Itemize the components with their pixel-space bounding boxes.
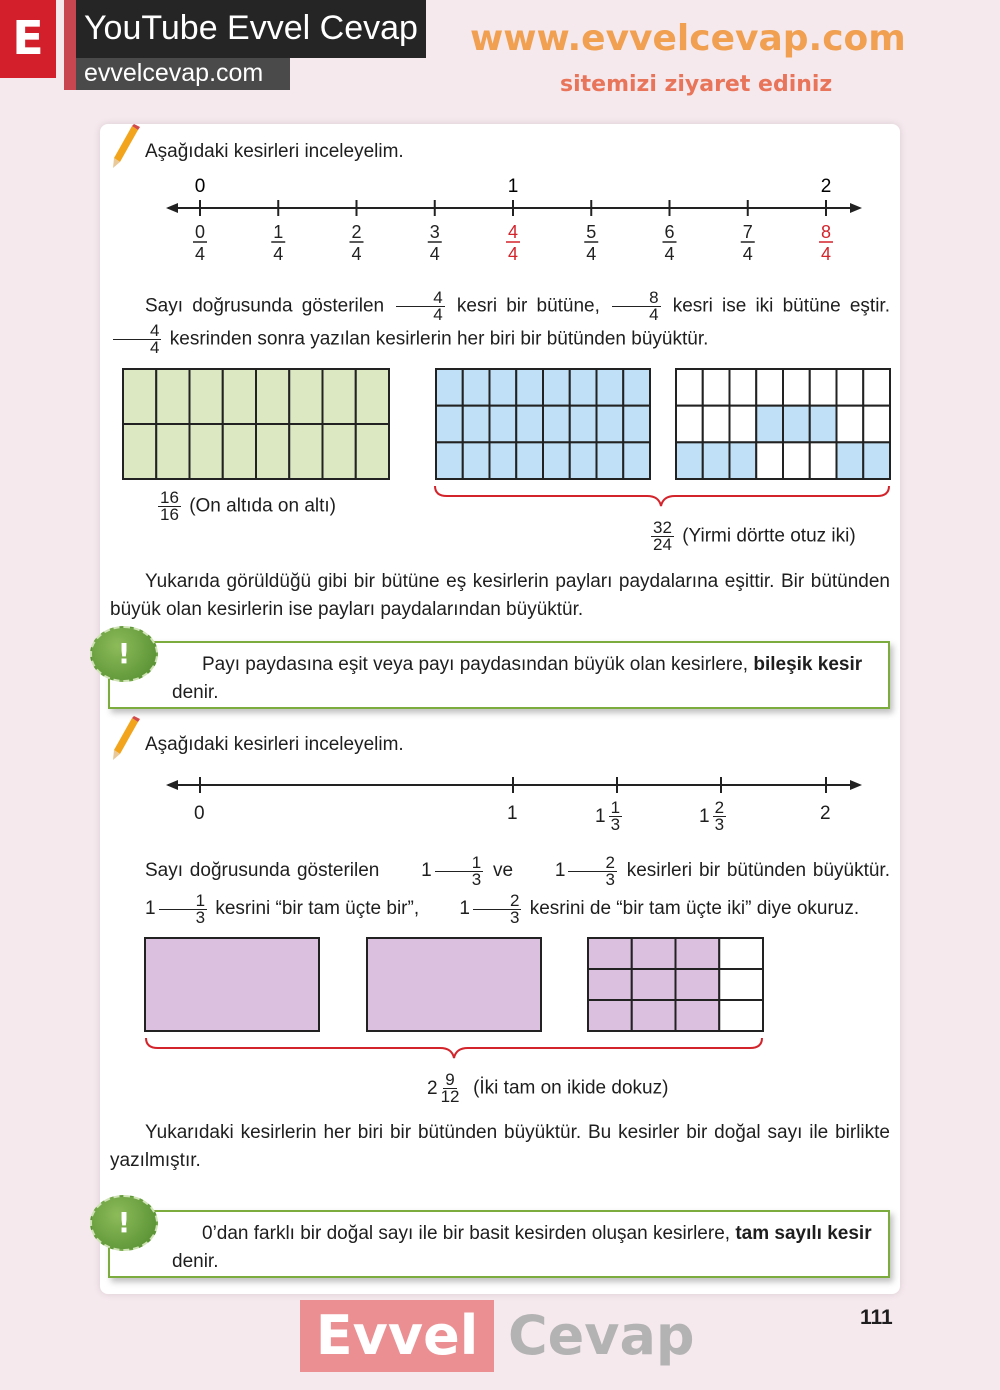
numerator: 32 bbox=[653, 518, 672, 537]
blue-grid-full bbox=[435, 368, 651, 480]
grid-cell bbox=[289, 369, 322, 424]
footer-logo-right: Cevap bbox=[508, 1304, 695, 1367]
watermark-main: www.evvelcevap.com bbox=[470, 18, 906, 59]
logo-bar bbox=[64, 0, 76, 90]
grid-cell bbox=[256, 369, 289, 424]
denominator: 3 bbox=[605, 869, 615, 889]
grid-cell bbox=[289, 424, 322, 479]
purple-whole-1 bbox=[144, 937, 320, 1032]
grid-cell bbox=[588, 969, 632, 1000]
numerator: 2 bbox=[714, 798, 725, 817]
text-segment: Yukarıda görüldüğü gibi bir bütüne eş kesirlerin payları paydalarına eşittir. Bir bütünden büyük olan kesirlerin ise payları paydalarından büyüktür. bbox=[110, 571, 890, 620]
line-label bbox=[595, 800, 625, 833]
denominator: 3 bbox=[714, 815, 725, 834]
label-text: 1 bbox=[507, 803, 518, 824]
numerator: 2 bbox=[568, 855, 616, 872]
grid-cell bbox=[676, 969, 720, 1000]
tick-denominator: 4 bbox=[351, 244, 362, 264]
mixed-number bbox=[424, 890, 524, 928]
grid-cell bbox=[676, 1000, 720, 1031]
text-segment: kesirleri bir bütünden büyüktür. bbox=[619, 860, 890, 882]
grid-cell bbox=[123, 369, 156, 424]
grid-cell bbox=[463, 406, 490, 443]
paragraph-4 bbox=[110, 1119, 890, 1175]
paragraph-2 bbox=[110, 568, 890, 624]
key-term: tam sayılı kesir bbox=[735, 1223, 872, 1244]
denominator: 3 bbox=[610, 815, 621, 834]
fraction bbox=[473, 890, 521, 927]
tick-numerator: 8 bbox=[820, 222, 832, 242]
fraction bbox=[113, 323, 161, 356]
exclamation-bubble-icon: ! bbox=[90, 1195, 158, 1251]
numerator: 2 bbox=[473, 893, 521, 910]
mixed-number bbox=[386, 852, 486, 890]
paragraph-1 bbox=[110, 290, 890, 356]
grid-cell bbox=[810, 406, 837, 443]
grid-cell bbox=[756, 406, 783, 443]
tick-denominator: 4 bbox=[664, 244, 675, 264]
grid-cell bbox=[543, 406, 570, 443]
fraction bbox=[396, 290, 444, 323]
grid-cell bbox=[676, 369, 703, 406]
reading-text: (İki tam on ikide dokuz) bbox=[473, 1077, 669, 1099]
mixed-number bbox=[595, 800, 625, 833]
blue-grid-partial bbox=[675, 368, 891, 480]
grid-cell bbox=[810, 369, 837, 406]
fraction bbox=[435, 852, 483, 889]
grid-cell bbox=[632, 969, 676, 1000]
text-segment: Sayı doğrusunda gösterilen bbox=[145, 860, 387, 882]
numerator: 9 bbox=[445, 1070, 455, 1089]
grid-cell bbox=[588, 938, 632, 969]
reading-text: (Yirmi dörtte otuz iki) bbox=[682, 525, 856, 547]
text-segment: kesri ise iki bütüne eştir. bbox=[663, 295, 890, 317]
page-number: 111 bbox=[860, 1306, 893, 1329]
whole: 1 bbox=[421, 860, 432, 881]
grid-cell bbox=[719, 969, 763, 1000]
grid-cell bbox=[463, 369, 490, 406]
grid-cell bbox=[570, 406, 597, 443]
grid-cell bbox=[436, 442, 463, 479]
paragraph-3 bbox=[110, 852, 890, 928]
tick-denominator: 4 bbox=[507, 244, 519, 264]
text-segment: 0’dan farklı bir doğal sayı ile bir basit kesirden oluşan kesirlere, bbox=[202, 1223, 736, 1244]
grid-cell bbox=[490, 442, 517, 479]
text-segment: Yukarıdaki kesirlerin her biri bir bütünden büyüktür. Bu kesirler bir doğal sayı ile birlikte yazılmıştır. bbox=[110, 1122, 890, 1171]
grid-cell bbox=[436, 406, 463, 443]
grid-cell bbox=[703, 442, 730, 479]
numerator: 4 bbox=[113, 323, 161, 340]
whole: 1 bbox=[595, 805, 606, 827]
grid-cell bbox=[323, 369, 356, 424]
denominator: 4 bbox=[433, 305, 443, 324]
grid-cell bbox=[837, 442, 864, 479]
grid-cell bbox=[256, 424, 289, 479]
text-segment: Payı paydasına eşit veya payı paydasından büyük olan kesirlere, bbox=[202, 654, 754, 675]
numerator: 8 bbox=[612, 290, 660, 307]
grid-cell bbox=[676, 938, 720, 969]
mixed-number bbox=[699, 800, 729, 833]
mixed-label bbox=[427, 1072, 668, 1105]
grid-cell bbox=[719, 938, 763, 969]
grid-cell bbox=[597, 369, 624, 406]
grid-cell bbox=[837, 369, 864, 406]
brace-1 bbox=[433, 484, 893, 508]
grid-cell bbox=[730, 406, 757, 443]
whole: 1 bbox=[699, 805, 710, 827]
pencil-icon bbox=[110, 124, 140, 170]
grid-cell bbox=[223, 369, 256, 424]
grid-cell bbox=[356, 369, 389, 424]
site-link[interactable]: evvelcevap.com bbox=[76, 58, 290, 90]
label-text: 0 bbox=[194, 803, 205, 824]
grid-cell bbox=[356, 424, 389, 479]
grid-cell bbox=[623, 442, 650, 479]
text-segment: kesrinden sonra yazılan kesirlerin her biri bir bütünden büyüktür. bbox=[164, 328, 709, 350]
text-segment: denir. bbox=[172, 1251, 219, 1272]
logo-badge: E bbox=[0, 0, 56, 78]
grid-cell bbox=[490, 369, 517, 406]
reading-text: (On altıda on altı) bbox=[189, 495, 336, 517]
text-segment: kesri bir bütüne, bbox=[447, 295, 610, 317]
fraction bbox=[612, 290, 660, 323]
grid-cell bbox=[623, 369, 650, 406]
tick-denominator: 4 bbox=[742, 244, 753, 264]
grid-cell bbox=[676, 442, 703, 479]
brace-2 bbox=[144, 1036, 766, 1060]
grid-cell bbox=[516, 369, 543, 406]
tick-numerator: 0 bbox=[194, 222, 206, 242]
fraction bbox=[609, 800, 622, 833]
line-label bbox=[194, 803, 205, 825]
mixed-number bbox=[520, 852, 620, 890]
grid-cell bbox=[703, 369, 730, 406]
grid-cell bbox=[863, 442, 890, 479]
green-grid bbox=[122, 368, 390, 480]
watermark-sub: sitemizi ziyaret ediniz bbox=[560, 72, 833, 97]
denominator: 12 bbox=[440, 1087, 460, 1106]
fraction bbox=[159, 890, 207, 927]
grid-cell bbox=[463, 442, 490, 479]
fraction bbox=[568, 852, 616, 889]
number-line-2 bbox=[160, 770, 870, 800]
info-note-1 bbox=[108, 641, 890, 709]
grid-cell bbox=[676, 406, 703, 443]
numerator: 16 bbox=[160, 488, 179, 507]
fraction bbox=[713, 800, 726, 833]
tick-denominator: 4 bbox=[820, 244, 832, 264]
denominator: 4 bbox=[150, 338, 160, 357]
exclamation-bubble-icon: ! bbox=[90, 626, 158, 682]
grid-cell bbox=[516, 442, 543, 479]
grid-cell bbox=[756, 369, 783, 406]
grid-cell bbox=[783, 406, 810, 443]
channel-title: YouTube Evvel Cevap bbox=[76, 0, 426, 58]
grid-cell bbox=[543, 369, 570, 406]
text-segment: kesrini de “bir tam üçte iki” diye okuruz. bbox=[524, 898, 860, 920]
tick-denominator: 4 bbox=[429, 244, 440, 264]
tick-numerator: 3 bbox=[429, 222, 440, 242]
tick-numerator: 7 bbox=[742, 222, 753, 242]
numerator: 1 bbox=[610, 798, 621, 817]
key-term: bileşik kesir bbox=[753, 654, 863, 675]
grid-cell bbox=[623, 406, 650, 443]
numerator: 1 bbox=[159, 893, 207, 910]
denominator: 24 bbox=[653, 535, 672, 554]
grid-cell bbox=[730, 369, 757, 406]
grid-cell bbox=[543, 442, 570, 479]
grid-cell bbox=[223, 424, 256, 479]
denominator: 16 bbox=[160, 505, 179, 524]
number-line-1 bbox=[160, 170, 870, 270]
grid2-label bbox=[648, 520, 856, 553]
grid-cell bbox=[588, 1000, 632, 1031]
top-label: 1 bbox=[507, 176, 519, 197]
info-note-2 bbox=[108, 1210, 890, 1278]
grid-cell bbox=[863, 406, 890, 443]
grid-cell bbox=[516, 406, 543, 443]
purple-whole-2 bbox=[366, 937, 542, 1032]
instruction-1: Aşağıdaki kesirleri inceleyelim. bbox=[145, 141, 404, 162]
grid-cell bbox=[632, 1000, 676, 1031]
tick-denominator: 4 bbox=[194, 244, 206, 264]
grid-cell bbox=[436, 369, 463, 406]
top-label: 2 bbox=[820, 176, 832, 197]
text-segment: Sayı doğrusunda gösterilen bbox=[145, 295, 394, 317]
grid-cell bbox=[123, 424, 156, 479]
grid-cell bbox=[323, 424, 356, 479]
grid-cell bbox=[756, 442, 783, 479]
purple-grid-partial bbox=[587, 937, 764, 1032]
denominator: 4 bbox=[649, 305, 659, 324]
grid-cell bbox=[837, 406, 864, 443]
grid-cell bbox=[730, 442, 757, 479]
tick-denominator: 4 bbox=[273, 244, 284, 264]
grid-cell bbox=[783, 442, 810, 479]
mixed-number bbox=[110, 890, 210, 928]
pencil-icon bbox=[110, 716, 140, 762]
tick-numerator: 6 bbox=[664, 222, 675, 242]
grid-cell bbox=[863, 369, 890, 406]
grid-cell bbox=[490, 406, 517, 443]
instruction-2: Aşağıdaki kesirleri inceleyelim. bbox=[145, 734, 404, 755]
denominator: 3 bbox=[509, 907, 520, 927]
whole: 1 bbox=[459, 898, 470, 920]
line-label bbox=[699, 800, 729, 833]
grid-cell bbox=[810, 442, 837, 479]
footer-logo-left: Evvel bbox=[300, 1300, 494, 1372]
grid-cell bbox=[597, 406, 624, 443]
denominator: 3 bbox=[471, 869, 482, 889]
grid-cell bbox=[156, 424, 189, 479]
label-text: 2 bbox=[820, 803, 831, 824]
whole: 1 bbox=[145, 898, 156, 920]
grid-cell bbox=[190, 369, 223, 424]
grid-cell bbox=[597, 442, 624, 479]
whole: 1 bbox=[554, 860, 566, 881]
numerator: 4 bbox=[396, 290, 444, 307]
grid-cell bbox=[570, 442, 597, 479]
grid-cell bbox=[632, 938, 676, 969]
grid-cell bbox=[783, 369, 810, 406]
grid-cell bbox=[156, 369, 189, 424]
line-label bbox=[820, 803, 831, 825]
grid-cell bbox=[190, 424, 223, 479]
grid-cell bbox=[719, 1000, 763, 1031]
tick-numerator: 4 bbox=[507, 222, 519, 242]
text-segment: denir. bbox=[172, 682, 219, 703]
tick-numerator: 2 bbox=[351, 222, 362, 242]
tick-numerator: 1 bbox=[273, 222, 284, 242]
denominator: 3 bbox=[195, 907, 206, 927]
text-segment: ve bbox=[486, 860, 520, 882]
grid-cell bbox=[703, 406, 730, 443]
numerator: 1 bbox=[435, 855, 483, 872]
text-segment: kesrini “bir tam üçte bir”, bbox=[210, 898, 425, 920]
grid1-label bbox=[155, 490, 336, 523]
top-label: 0 bbox=[194, 176, 206, 197]
grid-cell bbox=[570, 369, 597, 406]
whole: 2 bbox=[427, 1077, 438, 1099]
tick-denominator: 4 bbox=[586, 244, 597, 264]
tick-numerator: 5 bbox=[586, 222, 597, 242]
line-label bbox=[507, 803, 518, 825]
